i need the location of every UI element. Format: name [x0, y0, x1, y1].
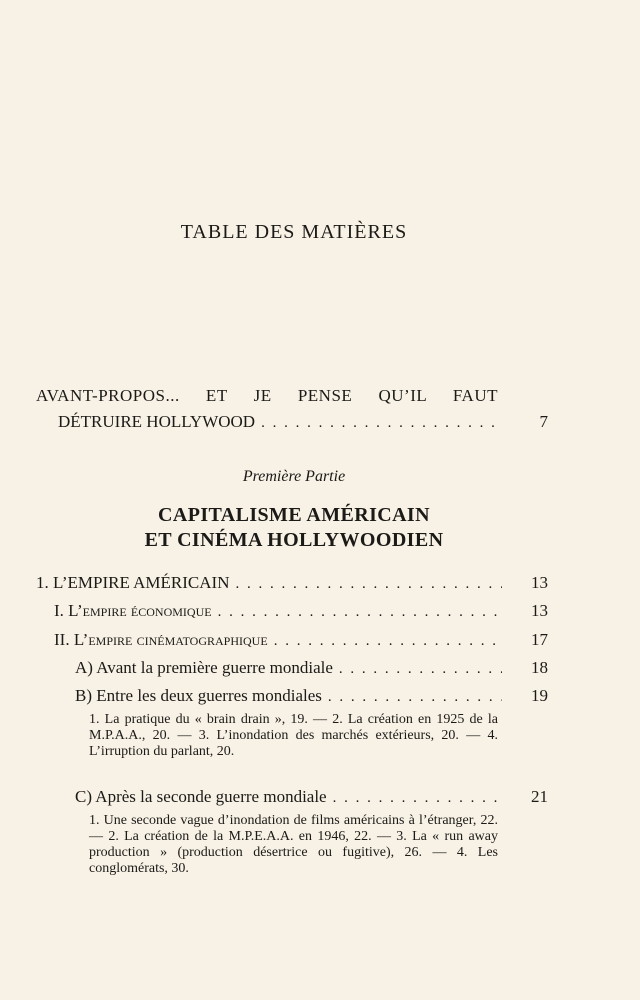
- dot-leader: [218, 604, 502, 621]
- dot-leader: [235, 576, 502, 593]
- toc-entry-section1: [54, 601, 548, 621]
- dot-leader: [328, 689, 502, 706]
- page-number: 18: [531, 658, 548, 677]
- dot-leader: [333, 790, 502, 807]
- toc-entry-sub-c: [75, 787, 548, 807]
- dot-leader: [339, 661, 502, 678]
- page-title: TABLE DES MATIÈRES: [180, 221, 408, 243]
- toc-entry-chapter1: [36, 573, 548, 593]
- sub-c-details: 1. Une seconde vague d’inondation de films américains à l’étranger, 22. — 2. La création de la M.P.E.A.A. en 1946, 22. — 3. La « run away production » (production désertrice ou fugitive), 26. — 4. Les conglomérats, 30.: [89, 813, 498, 876]
- page-number: 7: [539, 412, 548, 431]
- avant-propos-line2: DÉTRUIRE HOLLYWOOD: [58, 412, 256, 431]
- section-label: L’empire économique: [68, 601, 212, 620]
- subsection-label: C) Après la seconde guerre mondiale: [75, 787, 327, 806]
- page-number: 21: [531, 787, 548, 806]
- part-title-line1: CAPITALISME AMÉRICAIN: [158, 504, 430, 526]
- page-number: 17: [531, 630, 548, 649]
- chapter-label: 1. L’EMPIRE AMÉRICAIN: [36, 573, 230, 592]
- section-label: L’empire cinématographique: [73, 630, 268, 649]
- sub-b-details: 1. La pratique du « brain drain », 19. — 2. La création en 1925 de la M.P.A.A., 20. — 3. L’inondation des marchés extérieurs, 20. — 4. L’irruption du parlant, 20.: [89, 712, 498, 759]
- toc-entry-sub-a: [75, 658, 548, 678]
- dot-leader: [261, 415, 502, 432]
- toc-entry-sub-b: [75, 686, 548, 706]
- section-number: I.: [54, 601, 64, 620]
- part-label: Première Partie: [242, 468, 346, 485]
- section-number: II.: [54, 630, 70, 649]
- part-title-line2: ET CINÉMA HOLLYWOODIEN: [144, 529, 444, 551]
- subsection-label: A) Avant la première guerre mondiale: [75, 658, 333, 677]
- toc-entry-section2: [54, 630, 548, 650]
- avant-propos-line1: AVANT-PROPOS... ET JE PENSE QU’IL FAUT: [36, 386, 498, 405]
- page-number: 13: [531, 573, 548, 592]
- toc-entry-avant-propos: [58, 412, 548, 432]
- subsection-label: B) Entre les deux guerres mondiales: [75, 686, 322, 705]
- dot-leader: [274, 633, 502, 650]
- page-number: 13: [531, 601, 548, 620]
- page-number: 19: [531, 686, 548, 705]
